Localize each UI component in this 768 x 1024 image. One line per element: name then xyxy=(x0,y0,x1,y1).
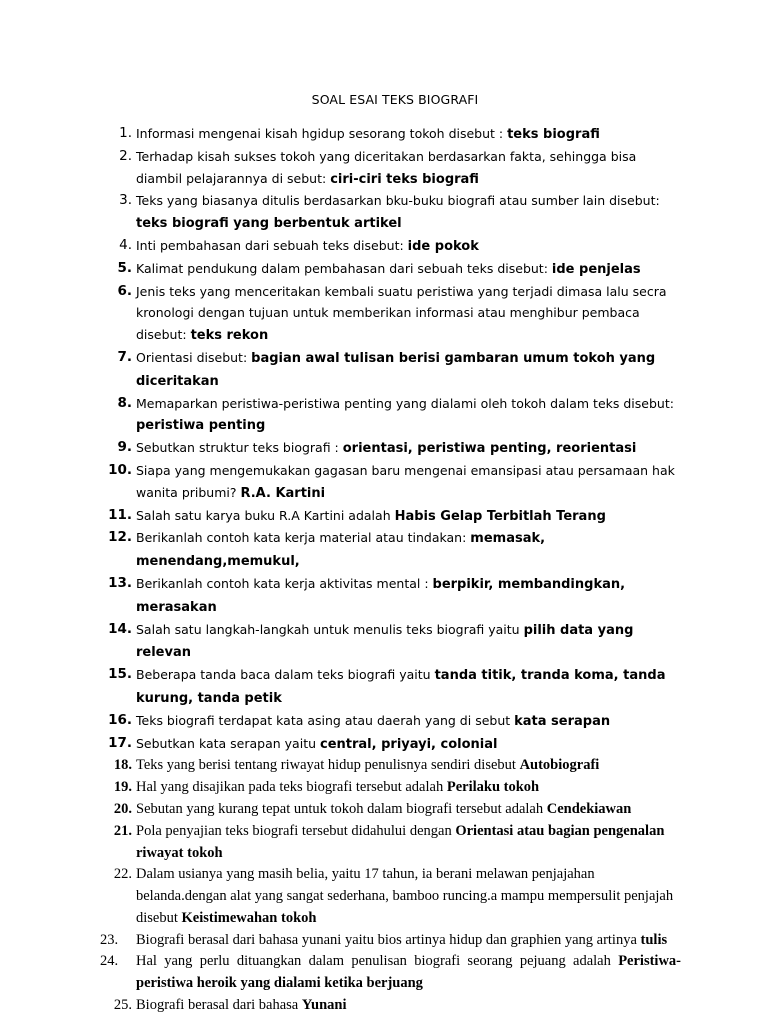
list-item xyxy=(0,123,681,146)
question-text: Berikanlah contoh kata kerja material atau tindakan: xyxy=(136,530,471,546)
item-number: 18. xyxy=(113,757,132,774)
item-number: 8. xyxy=(117,394,132,411)
question-text: Biografi berasal dari bahasa xyxy=(136,997,302,1014)
answer-text: ide penjelas xyxy=(551,261,641,277)
answer-text: orientasi, peristiwa penting, reorientasi xyxy=(342,441,637,457)
answer-text: berpikir, membandingkan, merasakan xyxy=(136,576,626,615)
question-text: Biografi berasal dari bahasa yunani yaitu bios artinya hidup dan graphien yang artinya xyxy=(136,931,641,948)
list-item xyxy=(0,821,681,865)
answer-text: Orientasi atau bagian pengenalan riwayat tokoh xyxy=(136,822,665,861)
list-item xyxy=(0,527,681,573)
list-item xyxy=(0,460,681,505)
question-text: Berikanlah contoh kata kerja aktivitas mental : xyxy=(136,575,433,591)
answer-text: teks biografi xyxy=(507,127,600,142)
question-text: Informasi mengenai kisah hgidup sesorang tokoh disebut : xyxy=(136,126,508,141)
question-text: Teks yang berisi tentang riwayat hidup penulisnya sendiri disebut xyxy=(136,757,520,774)
list-item xyxy=(0,664,681,710)
item-number: 22. xyxy=(113,866,132,883)
question-text: Salah satu langkah-langkah untuk menulis teks biografi yaitu xyxy=(136,621,524,637)
list-item xyxy=(0,951,681,995)
item-number: 10. xyxy=(108,461,132,478)
answer-text: pilih data yang relevan xyxy=(136,622,634,661)
list-item xyxy=(0,235,681,258)
item-number: 9. xyxy=(117,439,132,456)
question-list xyxy=(0,123,768,1017)
answer-text: Keistimewahan tokoh xyxy=(181,909,317,926)
list-item xyxy=(0,995,681,1017)
answer-text: Habis Gelap Terbitlah Terang xyxy=(394,508,606,524)
answer-text: ide pokok xyxy=(407,238,479,254)
question-text: Dalam usianya yang masih belia, yaitu 17 tahun, ia berani melawan penjajahan belanda.dengan alat yang sangat sederhana, bamboo runcing.a mampu mempersulit penjajah disebut xyxy=(136,866,674,926)
question-text: Sebutan yang kurang tepat untuk tokoh dalam biografi tersebut adalah xyxy=(136,800,547,817)
question-text: Teks yang biasanya ditulis berdasarkan bku-buku biografi atau sumber lain disebut: xyxy=(136,193,660,209)
list-item xyxy=(0,190,681,235)
list-item xyxy=(0,710,681,733)
list-item xyxy=(0,146,681,191)
list-item xyxy=(0,755,681,777)
list-item xyxy=(0,619,681,665)
document-title: SOAL ESAI TEKS BIOGRAFI xyxy=(311,92,479,107)
item-number: 7. xyxy=(117,348,132,365)
item-number: 2. xyxy=(119,147,132,164)
item-number: 21. xyxy=(113,822,132,839)
question-text: Memaparkan peristiwa-peristiwa penting yang dialami oleh tokoh dalam teks disebut: xyxy=(136,395,674,411)
item-number: 14. xyxy=(108,620,132,637)
question-text: Hal yang perlu dituangkan dalam penulisan biografi seorang pejuang adalah xyxy=(136,953,619,970)
list-item xyxy=(0,258,681,281)
item-number: 17. xyxy=(108,734,132,751)
list-item xyxy=(0,864,681,929)
item-number: 19. xyxy=(113,779,132,796)
item-number: 15. xyxy=(108,666,132,683)
item-number: 12. xyxy=(108,529,132,546)
item-number: 5. xyxy=(117,259,132,276)
item-number: 11. xyxy=(108,506,132,523)
answer-text: Yunani xyxy=(301,997,347,1014)
list-item xyxy=(0,393,681,438)
answer-text: Autobiografi xyxy=(519,757,600,774)
list-item xyxy=(0,573,681,619)
answer-text: R.A. Kartini xyxy=(240,485,326,501)
item-number: 13. xyxy=(108,574,132,591)
question-text: Kalimat pendukung dalam pembahasan dari sebuah teks disebut: xyxy=(136,260,552,276)
question-text: Sebutkan struktur teks biografi : xyxy=(136,440,343,456)
list-item xyxy=(0,733,681,756)
answer-text: teks rekon xyxy=(190,328,269,344)
list-item xyxy=(0,799,681,821)
list-item xyxy=(0,505,681,528)
list-item xyxy=(0,437,681,460)
question-text: Sebutkan kata serapan yaitu xyxy=(136,735,320,751)
item-number: 25. xyxy=(113,997,132,1014)
item-number: 16. xyxy=(108,711,132,728)
question-text: Siapa yang mengemukakan gagasan baru mengenai emansipasi atau persamaan hak wanita pribumi? xyxy=(136,462,675,500)
item-number: 20. xyxy=(113,800,132,817)
list-item xyxy=(0,930,681,952)
item-number: 1. xyxy=(119,125,132,141)
question-text: Orientasi disebut: xyxy=(136,349,252,365)
answer-text: ciri-ciri teks biografi xyxy=(330,171,479,187)
answer-text: Peristiwa-peristiwa heroik yang dialami ketika berjuang xyxy=(136,953,681,992)
item-number: 3. xyxy=(119,192,132,209)
answer-text: teks biografi yang berbentuk artikel xyxy=(136,216,402,232)
answer-text: Perilaku tokoh xyxy=(446,779,540,796)
item-number: 23. xyxy=(100,931,119,948)
answer-text: Cendekiawan xyxy=(546,800,632,817)
question-text: Salah satu karya buku R.A Kartini adalah xyxy=(136,507,395,523)
question-text: Jenis teks yang menceritakan kembali suatu peristiwa yang terjadi dimasa lalu secra kronologi dengan tujuan untuk memberikan informasi atau menghibur pembaca disebut: xyxy=(136,283,667,343)
item-number: 6. xyxy=(117,282,132,299)
answer-text: peristiwa penting xyxy=(136,418,266,434)
question-text: Hal yang disajikan pada teks biografi tersebut adalah xyxy=(136,779,447,796)
question-text: Beberapa tanda baca dalam teks biografi yaitu xyxy=(136,667,435,683)
answer-text: memasak, menendang,memukul, xyxy=(136,531,546,570)
question-text: Terhadap kisah sukses tokoh yang diceritakan berdasarkan fakta, sehingga bisa diambil pelajarannya di sebut: xyxy=(136,148,637,186)
question-text: Teks biografi terdapat kata asing atau daerah yang di sebut xyxy=(136,712,515,728)
question-text: Inti pembahasan dari sebuah teks disebut: xyxy=(136,237,408,253)
list-item xyxy=(0,347,681,393)
list-item xyxy=(0,281,681,347)
answer-text: tulis xyxy=(640,931,668,948)
answer-text: kata serapan xyxy=(514,713,611,729)
list-item xyxy=(0,777,681,799)
answer-text: central, priyayi, colonial xyxy=(320,736,498,752)
item-number: 24. xyxy=(100,953,119,970)
answer-text: tanda titik, tranda koma, tanda kurung, tanda petik xyxy=(136,668,666,706)
item-number: 4. xyxy=(119,236,132,253)
answer-text: bagian awal tulisan berisi gambaran umum tokoh yang diceritakan xyxy=(136,350,656,389)
question-text: Pola penyajian teks biografi tersebut didahului dengan xyxy=(136,822,456,839)
